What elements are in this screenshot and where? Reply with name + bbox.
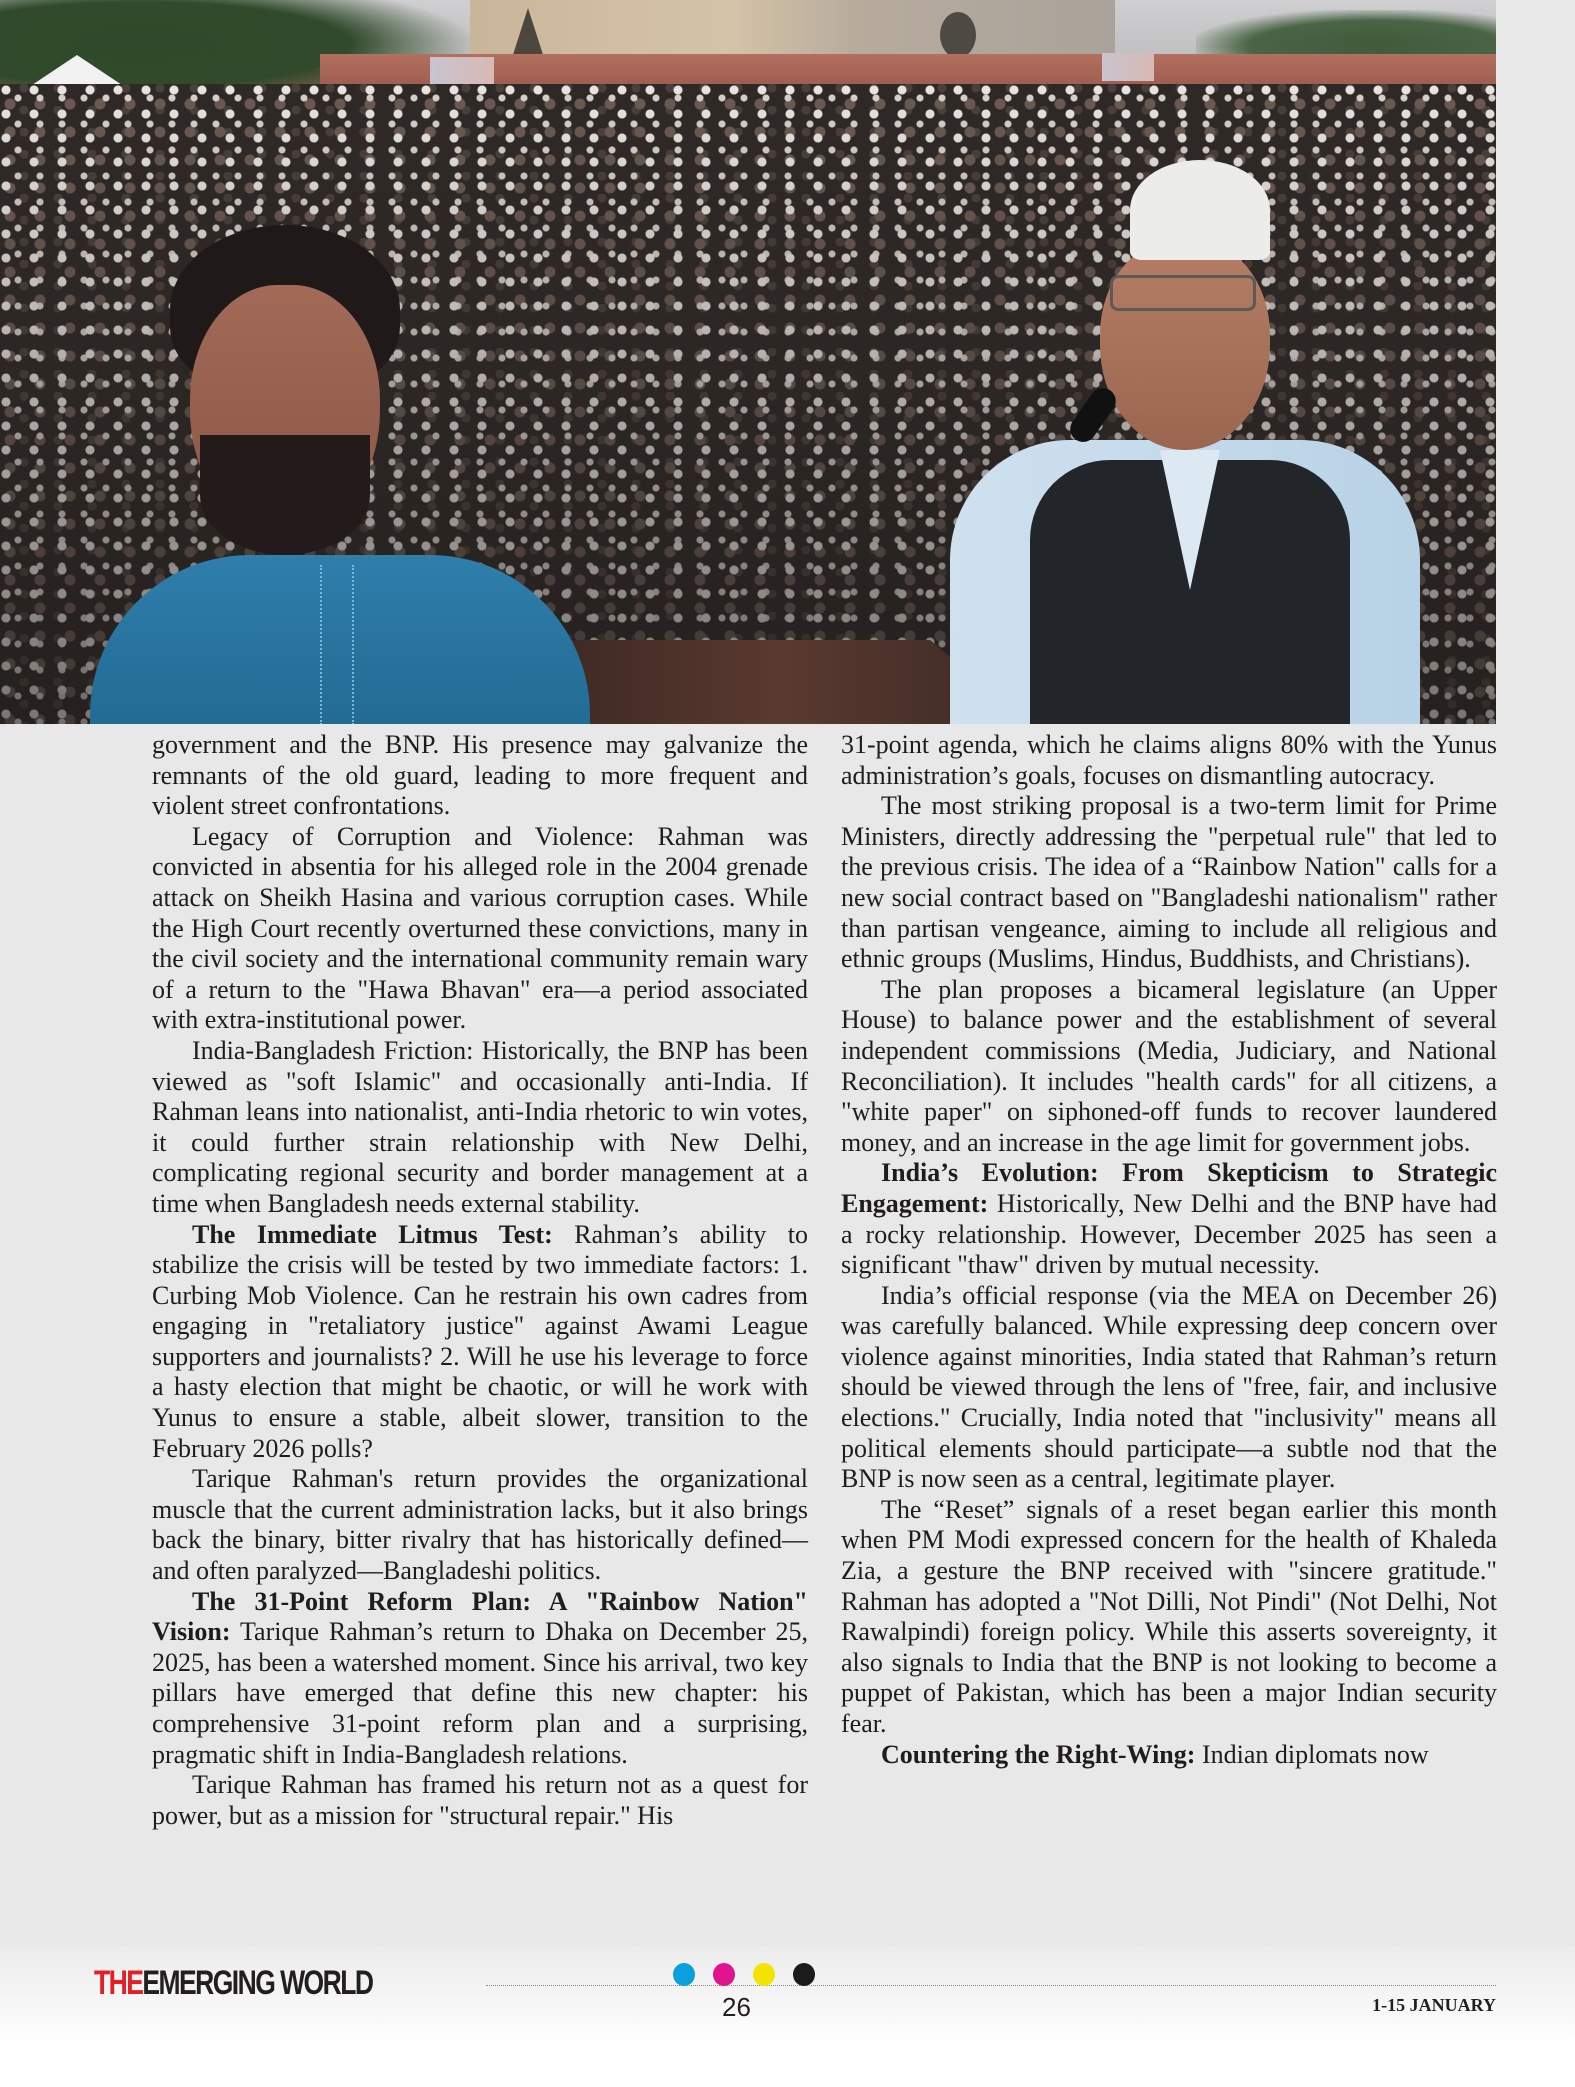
article-paragraph: [152, 1464, 808, 1586]
footer-rule: [486, 1985, 1496, 1986]
registration-dot-yellow: [753, 1963, 775, 1986]
article-paragraph: [152, 1036, 808, 1220]
registration-marks: [673, 1963, 815, 1986]
article-paragraph: [841, 730, 1497, 791]
article-paragraph: [152, 730, 808, 822]
paragraph-text: Rahman’s ability to stabilize the crisis will be tested by two immediate factors: 1. Curbing Mob Violence. Can he restrain his own cadres from engaging in "retaliatory justice" against Awami League supporters and journalists? 2. Will he use his leverage to force a hasty election that might be chaotic, or will he work with Yunus to ensure a stable, albeit slower, transition to the February 2026 polls?: [152, 1219, 808, 1463]
registration-dot-cyan: [673, 1963, 695, 1986]
microphone-icon: [1065, 383, 1121, 447]
article-paragraph: [841, 791, 1497, 975]
article-column-right: [841, 730, 1497, 1770]
photo-screen: [1102, 53, 1154, 81]
article-column-left: [152, 730, 808, 1831]
page-number: 26: [722, 1992, 751, 2022]
person-right-cap: [1130, 160, 1270, 260]
paragraph-text: 31-point agenda, which he claims aligns 80% with the Yunus administration’s goals, focuses on dismantling autocracy.: [841, 730, 1497, 790]
article-paragraph: [152, 1220, 808, 1465]
paragraph-text: Indian diplomats now: [1195, 1739, 1429, 1769]
registration-dot-black: [793, 1963, 815, 1986]
paragraph-text: Tarique Rahman’s return to Dhaka on December 25, 2025, has been a watershed moment. Since his arrival, two key pillars have emerged that define this new chapter: his comprehensive 31-point reform plan and a surprising, pragmatic shift in India-Bangladesh relations.: [152, 1617, 808, 1769]
photo-screen: [430, 57, 494, 85]
paragraph-heading: The Immediate Litmus Test:: [192, 1219, 553, 1249]
photo-person-right: [930, 160, 1430, 724]
paragraph-text: The “Reset” signals of a reset began earlier this month when PM Modi expressed concern for the health of Khaleda Zia, a gesture the BNP received with "sincere gratitude." Rahman has adopted a "Not Dilli, Not Pindi" (Not Delhi, Not Rawalpindi) foreign policy. While this asserts sovereignty, it also signals to India that the BNP is not looking to become a puppet of Pakistan, which has been a major Indian security fear.: [841, 1494, 1497, 1738]
paragraph-text: Legacy of Corruption and Violence: Rahman was convicted in absentia for his alleged role in the 2004 grenade attack on Sheikh Hasina and various corruption cases. While the High Court recently overturned these convictions, many in the civil society and the international community remain wary of a return to the "Hawa Bhavan" era—a period associated with extra-institutional power.: [152, 821, 808, 1035]
paragraph-text: Historically, New Delhi and the BNP have had a rocky relationship. However, December 2025 has seen a significant "thaw" driven by mutual necessity.: [841, 1188, 1497, 1280]
logo-the: THE: [94, 1964, 143, 2002]
paragraph-text: The plan proposes a bicameral legislature (an Upper House) to balance power and the establishment of several independent commissions (Media, Judiciary, and National Reconciliation). It includes "health cards" for all citizens, a "white paper" on siphoned-off funds to recover laundered money, and an increase in the age limit for government jobs.: [841, 974, 1497, 1157]
logo-emerging-world: EMERGING WORLD: [142, 1964, 373, 2002]
registration-dot-magenta: [713, 1963, 735, 1986]
paragraph-text: Tarique Rahman has framed his return not as a quest for power, but as a mission for "structural repair." His: [152, 1770, 808, 1830]
article-paragraph: [152, 1770, 808, 1831]
article-paragraph: [152, 822, 808, 1036]
paragraph-text: government and the BNP. His presence may galvanize the remnants of the old guard, leading to more frequent and violent street confrontations.: [152, 730, 808, 821]
paragraph-heading: India’s Evolution: From Skepticism to Strategic Engagement:: [841, 1158, 1497, 1218]
page-footer: [0, 1945, 1575, 2087]
person-left-beard: [200, 435, 370, 555]
paragraph-heading: The 31-Point Reform Plan: A "Rainbow Nation" Vision:: [152, 1586, 808, 1647]
person-right-glasses: [1110, 275, 1256, 311]
paragraph-text: Tarique Rahman's return provides the organizational muscle that the current administration lacks, but it also brings back the binary, bitter rivalry that has historically defined—and often paralyzed—Bangladeshi politics.: [152, 1464, 808, 1586]
publication-logo: [94, 1964, 372, 2003]
article-paragraph: [841, 975, 1497, 1159]
paragraph-text: India’s official response (via the MEA on December 26) was carefully balanced. While expressing deep concern over violence against minorities, India stated that Rahman’s return should be viewed through the lens of "free, fair, and inclusive elections." Crucially, India noted that "inclusivity" means all political elements should participate—a subtle nod that the BNP is now seen as a central, legitimate player.: [841, 1280, 1497, 1494]
article-paragraph: [152, 1587, 808, 1771]
paragraph-text: The most striking proposal is a two-term limit for Prime Ministers, directly addressing the "perpetual rule" that led to the previous crisis. The idea of a “Rainbow Nation" calls for a new social contract based on "Bangladeshi nationalism" rather than partisan vengeance, aiming to include all religious and ethnic groups (Muslims, Hindus, Buddhists, and Christians).: [841, 791, 1497, 974]
person-right-face: [1100, 240, 1270, 450]
person-left-shirt: [90, 555, 590, 724]
photo-plaza: [320, 54, 1496, 84]
article-paragraph: [841, 1740, 1497, 1771]
hero-photo: [0, 0, 1496, 724]
article-paragraph: [841, 1281, 1497, 1495]
issue-date: 1-15 JANUARY: [1372, 1995, 1496, 2015]
article-paragraph: [841, 1158, 1497, 1280]
paragraph-text: India-Bangladesh Friction: Historically, the BNP has been viewed as "soft Islamic" and occasionally anti-India. If Rahman leans into nationalist, anti-India rhetoric to win votes, it could further strain relationship with New Delhi, complicating regional security and border management at a time when Bangladesh needs external stability.: [152, 1035, 808, 1218]
photo-person-left: [90, 225, 610, 724]
paragraph-heading: Countering the Right-Wing:: [881, 1739, 1196, 1769]
article-paragraph: [841, 1495, 1497, 1740]
